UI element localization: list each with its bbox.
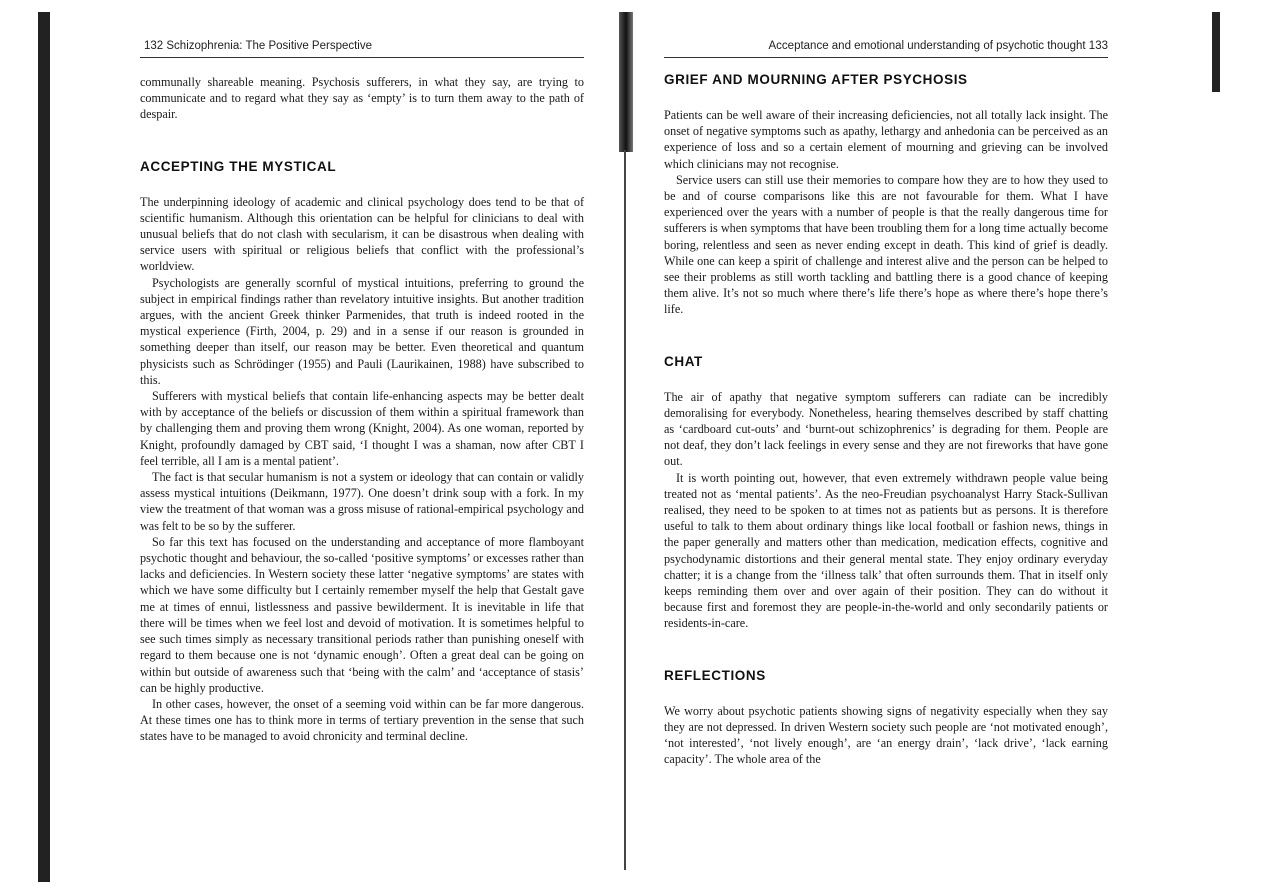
paragraph: The fact is that secular humanism is not a system or ideology that can contain or validly assess mystical intuitions (Deikmann, 1977). One doesn’t drink soup with a fork. In my view the treatment of that woman was a gross misuse of rational-empirical psychology and was felt to be so by the sufferer.: [140, 470, 584, 533]
spacer: [664, 87, 1108, 107]
section-heading-reflections: REFLECTIONS: [664, 667, 766, 683]
paragraph: The air of apathy that negative symptom sufferers can radiate can be incredibly demoralising for everybody. Nonetheless, hearing themselves described by staff chatting as ‘cardboard cut-outs’ and ‘burnt-out schizophrenics’ is degrading for them. People are not deaf, they don’t lack feelings in every sense and they are not fireworks that have gone out.: [664, 389, 1108, 469]
right-binding-edge: [1212, 12, 1220, 92]
section-heading-grief-mourning: GRIEF AND MOURNING AFTER PSYCHOSIS: [664, 72, 968, 87]
paragraph: Sufferers with mystical beliefs that contain life-enhancing aspects may be better dealt with by acceptance of the beliefs or discussion of them within a spiritual framework than by challenging them and proving them wrong (Knight, 2004). As one woman, reported by Knight, profoundly damaged by CBT said, ‘I thought I was a shaman, now after CBT I feel terrible, all I am is a mental patient’.: [140, 389, 584, 468]
spacer: [664, 632, 1108, 668]
paragraph: It is worth pointing out, however, that even extremely withdrawn people value being treated not as ‘mental patients’. As the neo-Freudian psychoanalyst Harry Stack-Sullivan realised, they need to be spoken to at times not as patients but as persons. It is therefore useful to talk to them about ordinary things like local football or fashion news, things in the paper generally and matters other than medication, medication effects, cognitive and psychodynamic distortions and their general mental state. They enjoy ordinary everyday chatter; it is a change from the ‘illness talk’ that often surrounds them. That in itself only keeps reminding them over and over again of their position. They can do without it because first and foremost they are people-in-the-world and only secondarily patients or residents-in-care.: [664, 470, 1108, 631]
paragraph: Patients can be well aware of their increasing deficiencies, not all totally lack insight. The onset of negative symptoms such as apathy, lethargy and anhedonia can be perceived as an experience of loss and so a certain element of mourning and grieving can be involved which clinicians may not recognise.: [664, 108, 1108, 171]
paragraph: In other cases, however, the onset of a seeming void within can be far more dangerous. At these times one has to think more in terms of tertiary prevention in the sense that such states have to be managed to avoid chronicity and terminal decline.: [140, 696, 584, 744]
center-gutter-shadow: [619, 12, 633, 152]
running-head-left: 132 Schizophrenia: The Positive Perspective: [140, 40, 584, 58]
spacer: [664, 683, 1108, 703]
intro-paragraph: communally shareable meaning. Psychosis sufferers, in what they say, are trying to communicate and to regard what they say as ‘empty’ is to turn them away to the path of despair.: [140, 75, 584, 122]
left-page: [140, 0, 584, 894]
right-page: [664, 0, 1108, 894]
spacer: [140, 123, 584, 159]
section-heading-chat: CHAT: [664, 353, 703, 369]
spacer: [664, 318, 1108, 354]
paragraph: Service users can still use their memories to compare how they are to how they used to be and of course comparisons like this are not favourable for them. What I have experienced over the years with a number of people is that the really dangerous time for sufferers is when symptoms that have been troubling them for a long time actually become boring, relentless and seen as never ending except in death. This kind of grief is deadly. While one can keep a spirit of challenge and interest alive and the person can be helped to see their problems as still worth tackling and battling there is a good chance of keeping them alive. It’s not so much where there’s life there’s hope as where there’s hope there’s life.: [664, 172, 1108, 317]
spacer: [664, 369, 1108, 389]
paragraph: Psychologists are generally scornful of mystical intuitions, preferring to ground the subject in empirical findings rather than revelatory intuitive insights. But another tradition argues, with the ancient Greek thinker Parmenides, that truth is indeed rooted in the mystical experience (Firth, 2004, p. 29) and in a sense if our reason is grounded in something deeper than itself, our reason may be better. Even theoretical and quantum physicists such as Schrödinger (1955) and Pauli (Laurikainen, 1988) have subscribed to this.: [140, 275, 584, 387]
section-heading-accepting-mystical: ACCEPTING THE MYSTICAL: [140, 158, 337, 174]
running-head-right: Acceptance and emotional understanding of psychotic thought 133: [664, 40, 1108, 58]
paragraph: We worry about psychotic patients showing signs of negativity especially when they say they are not depressed. In driven Western society such people are ‘not motivated enough’, ‘not interested’, ‘not lively enough’, are ‘an energy drain’, ‘lack drive’, ‘lack earning capacity’. The whole area of the: [664, 703, 1108, 767]
left-page-content: [140, 74, 584, 745]
spacer: [140, 174, 584, 194]
center-gutter-line: [624, 150, 626, 870]
paragraph: The underpinning ideology of academic and clinical psychology does tend to be that of scientific humanism. Although this orientation can be helpful for clinicians to deal with unusual beliefs that do not clash with secularism, it can be disastrous when dealing with service users with spiritual or religious beliefs that conflict with the professional’s worldview.: [140, 194, 584, 274]
left-binding-edge: [38, 12, 50, 882]
paragraph: So far this text has focused on the understanding and acceptance of more flamboyant psychotic thought and behaviour, the so-called ‘positive symptoms’ or excesses rather than lacks and deficiencies. In Western society these latter ‘negative symptoms’ are states with which we have some difficulty but I certainly remember myself the help that Gestalt gave me at times of ennui, listlessness and passive bewilderment. It is inevitable in life that there will be times when we feel lost and devoid of motivation. It is sometimes helpful to see such times simply as necessary transitional periods rather than punishing oneself with regard to them because one is not ‘dynamic enough’. Often a great deal can be going on within but outside of awareness such that ‘being with the calm’ and ‘acceptance of stasis’ can be highly productive.: [140, 534, 584, 695]
right-page-content: [664, 72, 1108, 768]
